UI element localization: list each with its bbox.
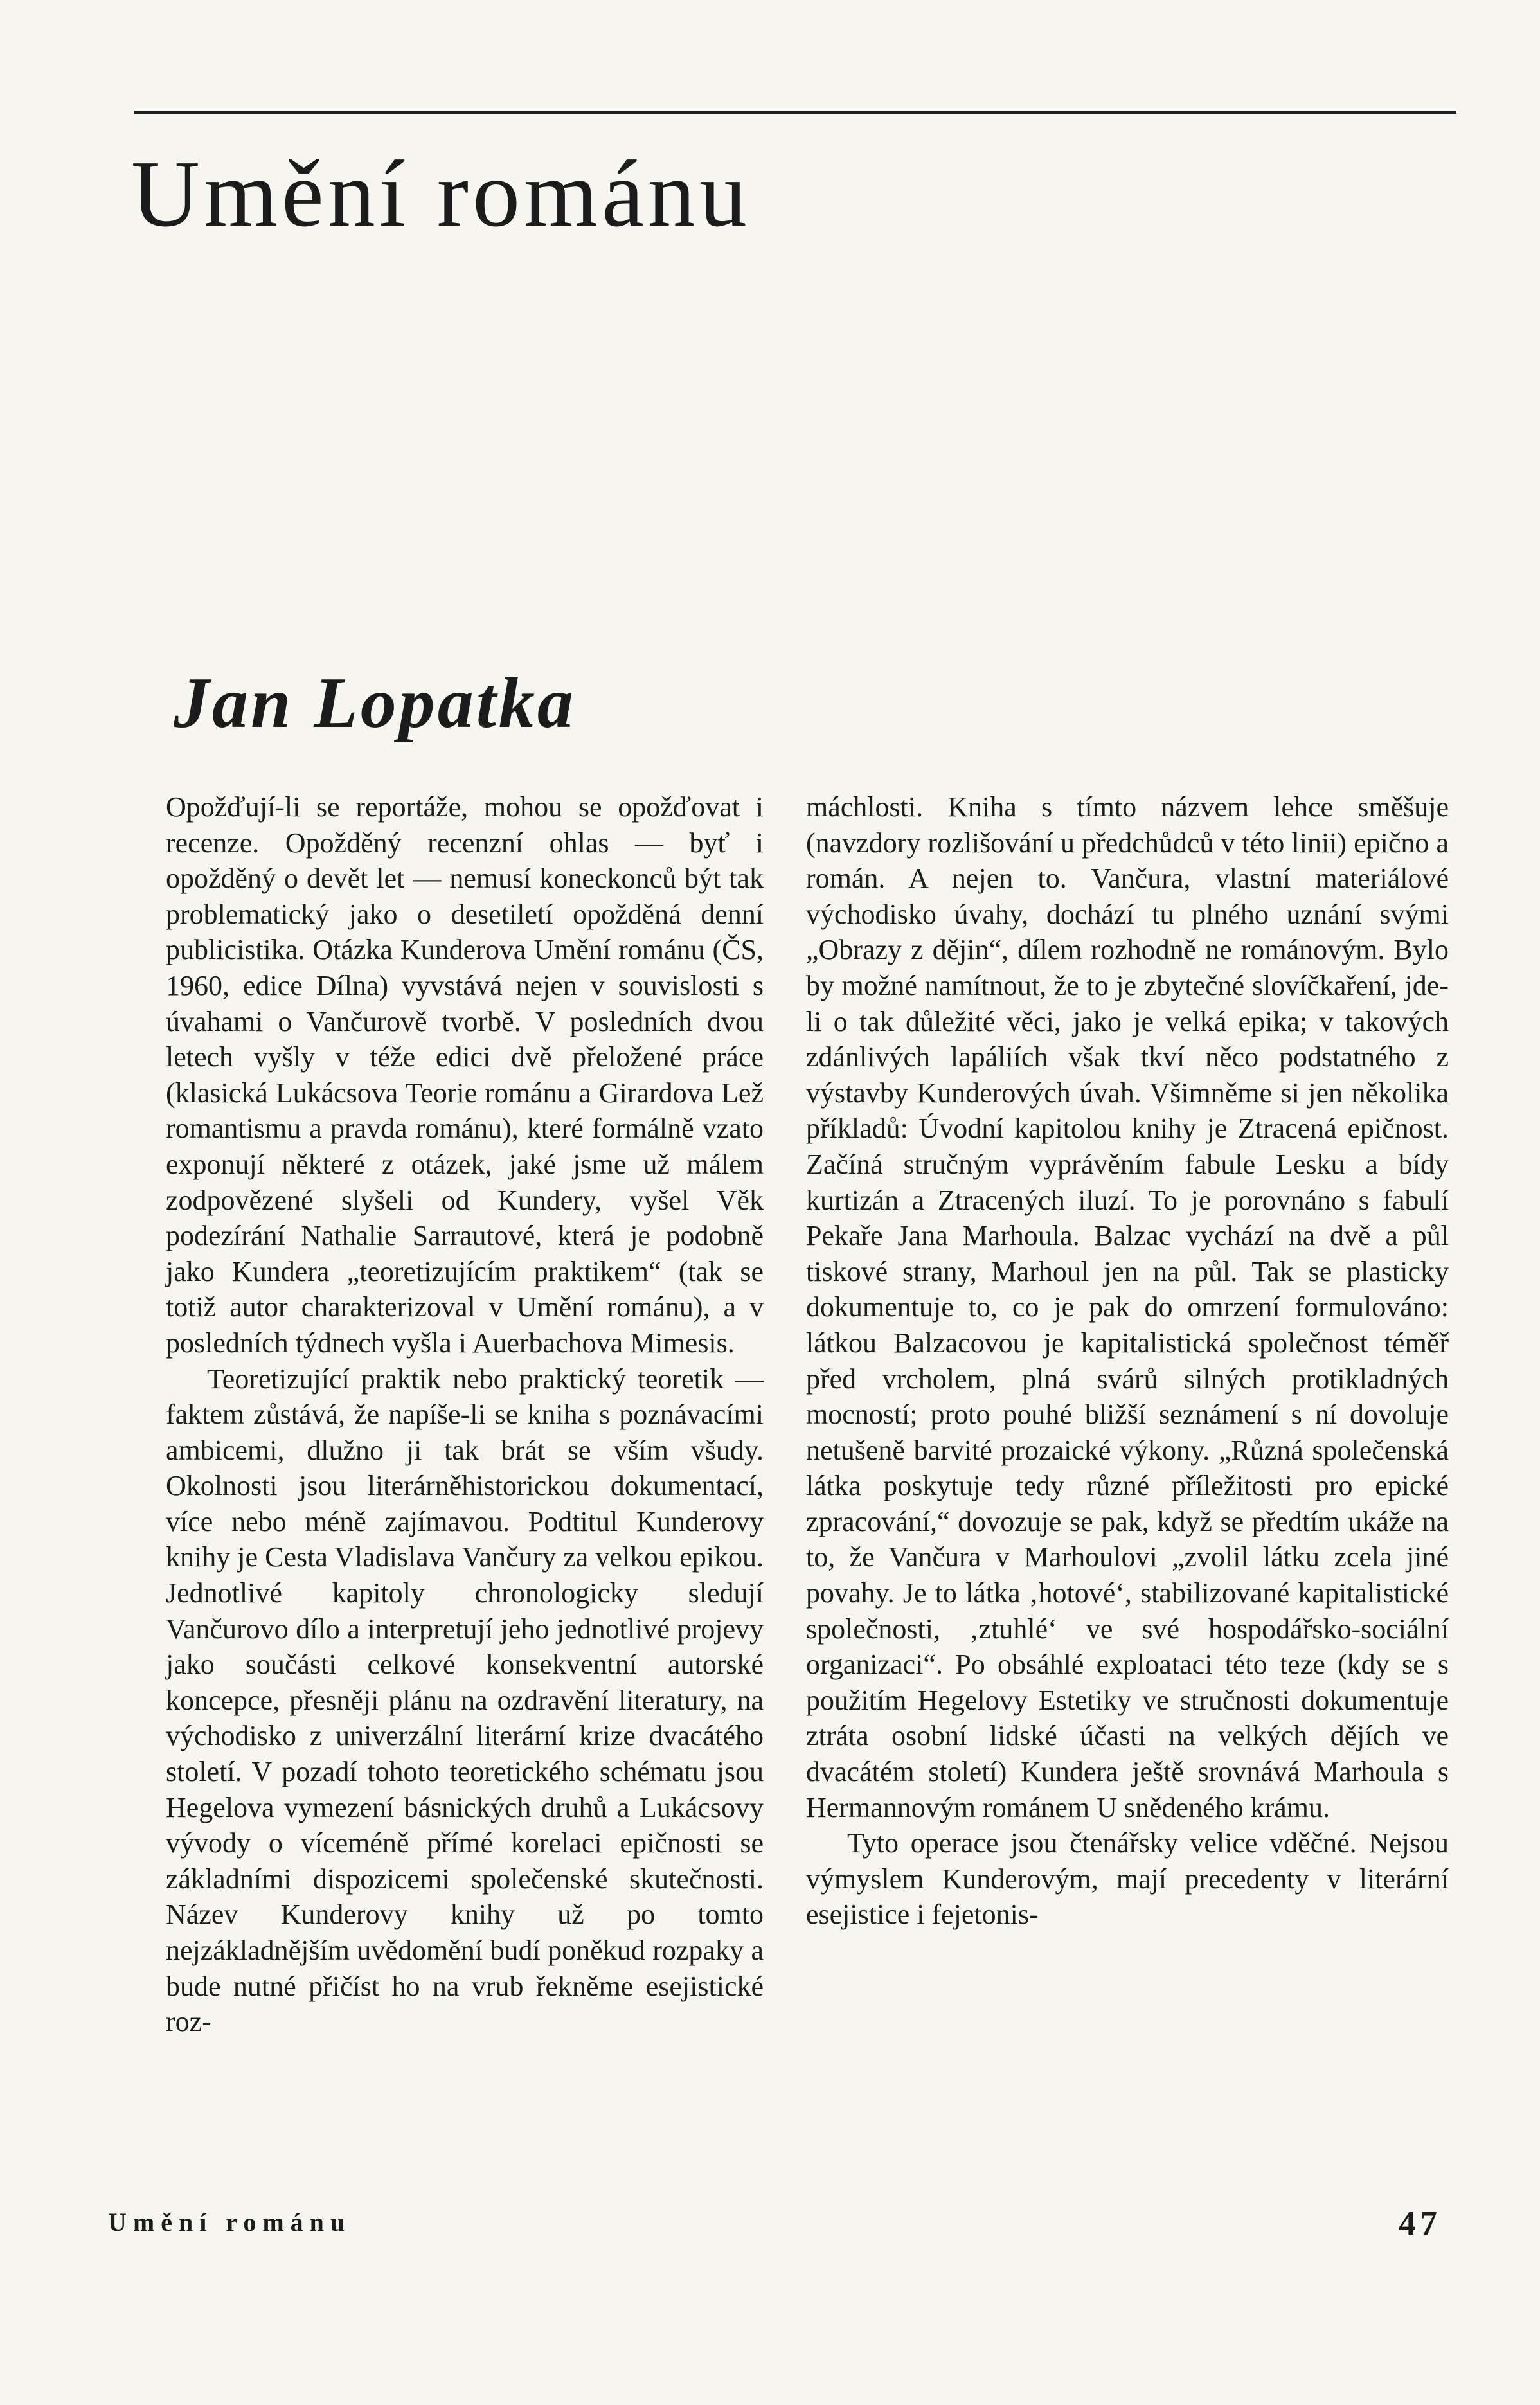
top-rule [134,111,1456,114]
paragraph-right-1: máchlosti. Kniha s tímto názvem lehce směšuje (navzdory rozlišování u předchůdců v této linii) epično a román. A nejen to. Vančura, vlastní materiálové východisko úvahy, dochází tu plného uznání svými „Obrazy z dějin“, dílem rozhodně ne románovým. Bylo by možné namítnout, že to je zbytečné slovíčkaření, jde-li o tak důležité věci, jako je velká epika; v takových zdánlivých lapáliích však tkví něco podstatného z výstavby Kunderových úvah. Všimněme si jen několika příkladů: Úvodní kapitolou knihy je Ztracená epičnost. Začíná stručným vyprávěním fabule Lesku a bídy kurtizán a Ztracených iluzí. To je porovnáno s fabulí Pekaře Jana Marhoula. Balzac vychází na dvě a půl tiskové strany, Marhoul jen na půl. Tak se plasticky dokumentuje to, co je pak do omrzení formulováno: látkou Balzacovou je kapitalistická společnost téměř před vrcholem, plná svárů silných protikladných mocností; proto pouhé bližší seznámení s ní dovoluje netušeně barvité prozaické výkony. „Různá společenská látka poskytuje tedy různé příležitosti pro epické zpracování,“ dovozuje se pak, když se předtím ukáže na to, že Vančura v Marhoulovi „zvolil látku zcela jiné povahy. Je to látka ‚hotové‘, stabilizované kapitalistické společnosti, ‚ztuhlé‘ ve své hospodářsko-sociální organizaci“. Po obsáhlé exploataci této teze (kdy se s použitím Hegelovy Estetiky ve stručnosti dokumentuje ztráta osobní lidské účasti na velkých dějích ve dvacátém století) Kundera ještě srovnává Marhoula s Hermannovým románem U snědeného krámu. [806,791,1449,1823]
running-footer-title: Umění románu [108,2208,352,2237]
page-number: 47 [1399,2204,1441,2242]
paragraph-left-1: Opožďují-li se reportáže, mohou se opožďovat i recenze. Opožděný recenzní ohlas — byť i opožděný o devět let — nemusí koneckonců být tak problematický jako o desetiletí opožděná denní publicistika. Otázka Kunderova Umění románu (ČS, 1960, edice Dílna) vyvstává nejen v souvislosti s úvahami o Vančurově tvorbě. V posledních dvou letech vyšly v téže edici dvě přeložené práce (klasická Lukácsova Teorie románu a Girardova Lež romantismu a pravda románu), které formálně vzato exponují některé z otázek, jaké jsme už málem zodpovězené slyšeli od Kundery, vyšel Věk podezírání Nathalie Sarrautové, která je podobně jako Kundera „teoretizujícím praktikem“ (tak se totiž autor charakterizoval v Umění románu), a v posledních týdnech vyšla i Auerbachova Mimesis. [166,791,764,1359]
article-title: Umění románu [131,141,751,247]
right-text-column [806,789,1449,1933]
left-text-column [166,789,764,2040]
paragraph-left-2: Teoretizující praktik nebo praktický teoretik — faktem zůstává, že napíše-li se kniha s poznávacími ambicemi, dlužno ji tak brát se vším všudy. Okolnosti jsou literárněhistorickou dokumentací, více nebo méně zajímavou. Podtitul Kunderovy knihy je Cesta Vladislava Vančury za velkou epikou. Jednotlivé kapitoly chronologicky sledují Vančurovo dílo a interpretují jeho jednotlivé projevy jako součásti celkové konsekventní autorské koncepce, přesněji plánu na ozdravění literatury, na východisko z univerzální literární krize dvacátého století. V pozadí tohoto teoretického schématu jsou Hegelova vymezení básnických druhů a Lukácsovy vývody o víceméně přímé korelaci epičnosti se základními dispozicemi společenské skutečnosti. Název Kunderovy knihy už po tomto nejzákladnějším uvědomění budí poněkud rozpaky a bude nutné přičíst ho na vrub řekněme esejistické roz- [166,1363,764,2038]
paragraph-right-2: Tyto operace jsou čtenářsky velice vděčné. Nejsou výmyslem Kunderovým, mají precedenty v literární esejistice i fejetonis- [806,1827,1449,1931]
article-author: Jan Lopatka [174,663,576,743]
